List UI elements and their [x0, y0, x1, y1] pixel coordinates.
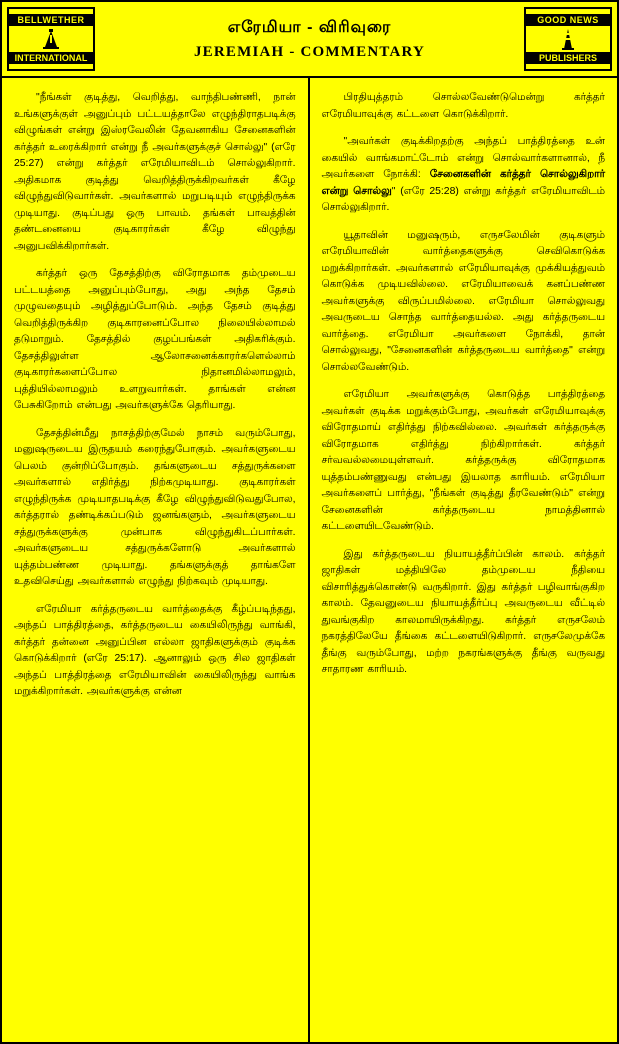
- paragraph: தேசத்தின்மீது நாசத்திற்குமேல் நாசம் வரும்போது, மனுஷருடைய இருதயம் கரைந்துபோகும். அவர்களுடைய பெலம் குன்றிப்போகும். தங்களுடைய சத்துருக்களை அவர்களால் எதிர்த்து நிற்கமுடியாது. குடிகாரர்கள் எழுந்திருக்க முடியாதபடிக்கு கீழே விழுந்துவிடுவதுபோல, கர்த்தரால் தண்டிக்கப்படும் ஜனங்களும், அவர்களுடைய சத்துருக்களுக்கு முன்பாக விழுந்துகிடப்பார்கள். அவர்களுடைய சத்துருக்களோடு அவர்களால் யுத்தம்பண்ண முடியாது. தங்களுக்குத் தாங்களே உதவிசெய்து அவர்களால் எழுந்து நிற்கவும் முடியாது.: [14, 427, 296, 587]
- logo-right-line2: PUBLISHERS: [526, 52, 610, 64]
- good-news-publishers-logo: [524, 7, 612, 71]
- header-titles: [100, 2, 519, 76]
- paragraph: "அவர்கள் குடிக்கிறதற்கு அந்தப் பாத்திரத்தை உன் கையில் வாங்கமாட்டோம் என்று சொல்வார்களானால், நீ அவர்களை நோக்கி: சேனைகளின் கர்த்தர் சொல்லுகிறார் என்று சொல்லு" (எரே 25:28) என்று கர்த்தர் எரேமியாவிடம் சொல்லுகிறார்.: [321, 136, 605, 213]
- paragraph: "நீங்கள் குடித்து, வெறித்து, வாந்திபண்ணி, நான் உங்களுக்குள் அனுப்பும் பட்டயத்தாலே எழுந்திராதபடிக்கு விழுங்கள் என்று இஸ்ரவேலின் தேவனாகிய சேனைகளின் கர்த்தர் உரைக்கிறார் என்று நீ அவர்களுக்குச் சொல்லு" (எரே 25:27) என்று கர்த்தர் எரேமியாவிடம் சொல்லுகிறார். அதிகமாக குடித்து வெறித்திருக்கிறவர்கள் கீழே விழுந்துவிடுவார்கள். அவர்களால் மறுபடியும் எழுந்திருக்க முடியாது. குடிப்பது ஒரு பாவம். தங்கள் பாவத்தின் தண்டனையை குடிகாரர்கள் கீழே விழுந்து அனுபவிக்கிறார்கள்.: [14, 92, 296, 252]
- page-title-tamil: எரேமியா - விரிவுரை: [227, 18, 392, 36]
- right-column: [310, 78, 618, 1042]
- paragraph: கர்த்தர் ஒரு தேசத்திற்கு விரோதமாக தம்முடைய பட்டயத்தை அனுப்பும்போது, அது அந்த தேசம் முழுவதையும் அழித்துப்போடும். அந்த தேசம் குடித்து வெறித்திருக்கிற குடிகாரனைப்போல நிலையில்லாமல் தடுமாறும். தேசத்தில் குழப்பங்கள் அதிகரிக்கும். தேசத்திலுள்ள ஆலோசனைக்காரர்களெல்லாம் குடிகாரர்களைப்போல நிதானமில்லாமலும், புத்தியில்லாமலும் உளறுவார்கள். தாங்கள் என்ன பேசுகிறோம் என்பது அவர்களுக்கே தெரியாது.: [14, 268, 296, 411]
- paragraph: இது கர்த்தருடைய நியாயத்தீர்ப்பின் காலம். கர்த்தர் ஜாதிகள் மத்தியிலே தம்முடைய நீதியை விசாரித்துக்கொண்டு வருகிறார். இது கர்த்தர் பழிவாங்குகிற காலம். தேவனுடைய நியாயத்தீர்ப்பு அவருடைய வீட்டில் துவங்குகிற காலமாயிருக்கிறது. கர்த்தர் எருசலேம் நகரத்திலேயே தீங்கை கட்டளையிடுகிறார். எருசலேமுக்கே தீங்கு வரும்போது, மற்ற நகரங்களுக்கு தீங்கு வருவது சாதாரண காரியம்.: [321, 548, 605, 675]
- lighthouse-icon: [526, 26, 610, 52]
- page-header: [2, 2, 617, 78]
- paragraph: யூதாவின் மனுஷரும், எருசலேமின் குடிகளும் எரேமியாவின் வார்த்தைகளுக்கு செவிகொடுக்க மறுக்கிறார்கள். அவர்களால் எரேமியாவுக்கு முக்கியத்துவம் கொடுக்க முடியவில்லை. எரேமியாவைக் கனப்பண்ண அவர்களுக்கு விருப்பமில்லை. எரேமியா சொல்லுவது அவருடைய சொந்த வார்த்தையல்ல. அது கர்த்தருடைய வார்த்தை. எரேமியா அவர்களை நோக்கி, தான் சொல்லுவது, "சேனைகளின் கர்த்தருடைய வார்த்தை" என்று சொல்லவேண்டும்.: [321, 229, 605, 373]
- bell-tower-icon: [9, 26, 93, 52]
- logo-left-line1: BELLWETHER: [9, 14, 93, 26]
- paragraph: பிரதியுத்தரம் சொல்லவேண்டுமென்று கர்த்தர் எரேமியாவுக்கு கட்டளை கொடுக்கிறார்.: [321, 92, 605, 120]
- paragraph: எரேமியா கர்த்தருடைய வார்த்தைக்கு கீழ்ப்படிந்தது, அந்தப் பாத்திரத்தை, கர்த்தருடைய கையிலிருந்து வாங்கி, கர்த்தர் தன்னை அனுப்பின எல்லா ஜாதிகளுக்கும் குடிக்க கொடுக்கிறார் (எரே 25:17). ஆனாலும் ஒரு சில ஜாதிகள் அந்தப் பாத்திரத்தை எரேமியாவின் கையிலிருந்து வாங்க மறுக்கிறார்கள். அவர்களுக்கு என்ன: [14, 603, 296, 697]
- logo-right-line1: GOOD NEWS: [526, 14, 610, 26]
- bellwether-international-logo: [7, 7, 95, 71]
- paragraph: எரேமியா அவர்களுக்கு கொடுத்த பாத்திரத்தை அவர்கள் குடிக்க மறுக்கும்போது, அவர்கள் எரேமியாவுக்கு விரோதமாய் எதிர்த்து நிற்கவில்லை. அவர்கள் கர்த்தருக்கு விரோதமாக எதிர்த்து நிற்கிறார்கள். கர்த்தர் சர்வவல்லமையுள்ளவர். கர்த்தருக்கு விரோதமாக யுத்தம்பண்ணுவது என்பது இயலாத காரியம். எரேமியா அவர்களைப் பார்த்து, "நீங்கள் குடித்து தீரவேண்டும்" என்று சேனைகளின் கர்த்தருடைய நாமத்தினால் கட்டளையிடவேண்டும்.: [321, 389, 605, 532]
- page-body: [2, 78, 617, 1042]
- left-column: [2, 78, 310, 1042]
- page-title-english: JEREMIAH - COMMENTARY: [193, 43, 426, 60]
- logo-left-line2: INTERNATIONAL: [9, 52, 93, 64]
